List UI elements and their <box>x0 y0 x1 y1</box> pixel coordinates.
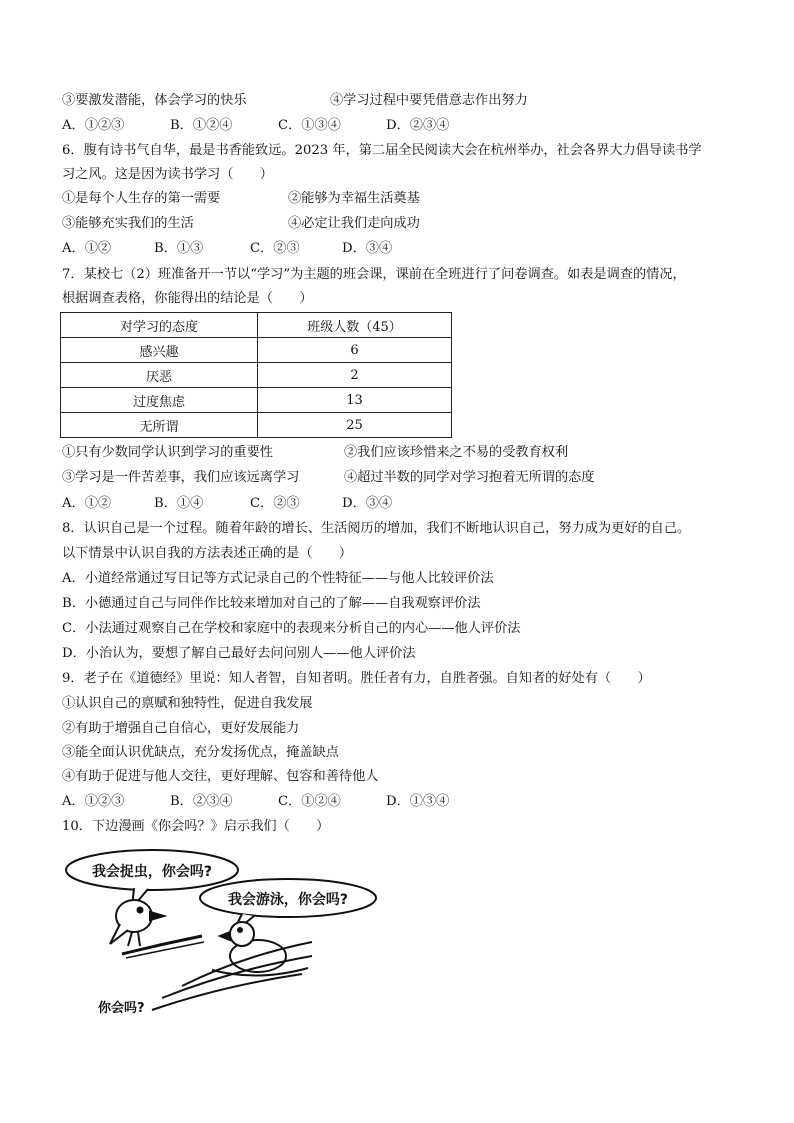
q7-option-d[interactable]: D．③④ <box>342 496 393 511</box>
q5-option-b[interactable]: B．①②④ <box>170 118 233 133</box>
table-row <box>61 338 452 363</box>
q9-stem: 9．老子在《道德经》里说：知人者智，自知者明。胜任者有力，自胜者强。自知者的好处有（ ） <box>62 671 651 686</box>
q5-option-a[interactable]: A．①②③ <box>62 118 125 133</box>
q7-statement-3: ③学习是一件苦差事，我们应该远离学习 <box>62 470 300 485</box>
table-cell-count: 6 <box>258 338 452 363</box>
q7-statements-row-1 <box>62 444 568 462</box>
q9-statement-4: ④有助于促进与他人交往，更好理解、包容和善待他人 <box>62 769 379 784</box>
q6-statements-row-2 <box>62 215 420 233</box>
comic-illustration <box>62 846 380 1024</box>
comic-caption: 你会吗? <box>98 1001 145 1016</box>
bubble-1-text: 我会捉虫，你会吗? <box>91 864 213 880</box>
q8-option-a[interactable]: A．小道经常通过写日记等方式记录自己的个性特征——与他人比较评价法 <box>62 571 494 586</box>
q6-stem-line-2: 习之风。这是因为读书学习（ ） <box>62 167 273 182</box>
q9-options <box>62 793 502 811</box>
table-cell-count: 13 <box>258 388 452 413</box>
table-cell-attitude: 过度焦虑 <box>61 388 258 413</box>
q5-statement-4: ④学习过程中要凭借意志作出努力 <box>330 93 528 108</box>
q8-stem-line-2: 以下情景中认识自我的方法表述正确的是（ ） <box>62 546 353 561</box>
q6-statements-row-1 <box>62 190 420 208</box>
bird-icon <box>110 900 164 946</box>
q5-option-d[interactable]: D．②③④ <box>386 118 450 133</box>
q8-option-d[interactable]: D．小治认为，要想了解自己最好去问问别人——他人评价法 <box>62 646 416 661</box>
table-header-count: 班级人数（45） <box>258 313 452 338</box>
q7-options <box>62 495 434 513</box>
q7-stem-line-2: 根据调查表格，你能得出的结论是（ ） <box>62 291 313 306</box>
q6-statement-1: ①是每个人生存的第一需要 <box>62 191 221 206</box>
q9-statement-2: ②有助于增强自己自信心，更好发展能力 <box>62 721 300 736</box>
q6-options <box>62 240 434 258</box>
q6-option-a[interactable]: A．①② <box>62 241 112 256</box>
q7-statement-4: ④超过半数的同学对学习抱着无所谓的态度 <box>344 470 595 485</box>
table-cell-attitude: 厌恶 <box>61 363 258 388</box>
q6-statement-3: ③能够充实我们的生活 <box>62 216 194 231</box>
q7-option-a[interactable]: A．①② <box>62 496 112 511</box>
q8-option-b[interactable]: B．小德通过自己与同伴作比较来增加对自己的了解——自我观察评价法 <box>62 596 481 611</box>
table-cell-count: 2 <box>258 363 452 388</box>
q9-option-b[interactable]: B．②③④ <box>170 794 233 809</box>
table-cell-attitude: 无所谓 <box>61 413 258 438</box>
table-row <box>61 413 452 438</box>
q8-stem-line-1: 8．认识自己是一个过程。随着年龄的增长、生活阅历的增加，我们不断地认识自己，努力成为更好的自己。 <box>62 521 691 536</box>
q6-option-c[interactable]: C．②③ <box>250 241 300 256</box>
q6-option-d[interactable]: D．③④ <box>342 241 393 256</box>
q7-stem-line-1: 7．某校七（2）班准备开一节以“学习”为主题的班会课，课前在全班进行了问卷调查。如表是调查的情况， <box>62 267 686 282</box>
table-row <box>61 363 452 388</box>
q9-option-a[interactable]: A．①②③ <box>62 794 125 809</box>
q5-option-c[interactable]: C．①③④ <box>278 118 341 133</box>
q5-statement-3: ③要激发潜能，体会学习的快乐 <box>62 93 247 108</box>
table-header-row <box>61 313 452 338</box>
q6-option-b[interactable]: B．①③ <box>154 241 204 256</box>
bubble-2-text: 我会游泳，你会吗? <box>227 892 349 908</box>
q7-statement-2: ②我们应该珍惜来之不易的受教育权利 <box>344 445 569 460</box>
table-cell-attitude: 感兴趣 <box>61 338 258 363</box>
q7-option-c[interactable]: C．②③ <box>250 496 300 511</box>
q6-statement-2: ②能够为幸福生活奠基 <box>288 191 420 206</box>
table-header-attitude: 对学习的态度 <box>61 313 258 338</box>
q9-option-c[interactable]: C．①②④ <box>278 794 341 809</box>
q9-option-d[interactable]: D．①③④ <box>386 794 450 809</box>
q6-statement-4: ④必定让我们走向成功 <box>288 216 420 231</box>
q5-options <box>62 117 502 135</box>
q9-statement-1: ①认识自己的禀赋和独特性，促进自我发展 <box>62 696 313 711</box>
q5-statements-row <box>62 92 528 110</box>
q7-statement-1: ①只有少数同学认识到学习的重要性 <box>62 445 273 460</box>
q8-option-c[interactable]: C．小法通过观察自己在学校和家庭中的表现来分析自己的内心——他人评价法 <box>62 621 521 636</box>
q10-stem: 10．下边漫画《你会吗？》启示我们（ ） <box>62 819 330 834</box>
q9-statement-3: ③能全面认识优缺点，充分发扬优点，掩盖缺点 <box>62 745 339 760</box>
table-cell-count: 25 <box>258 413 452 438</box>
q7-option-b[interactable]: B．①④ <box>154 496 204 511</box>
table-row <box>61 388 452 413</box>
q6-stem-line-1: 6．腹有诗书气自华，最是书香能致远。2023 年，第二届全民阅读大会在杭州举办，社会各界大力倡导读书学 <box>62 143 702 158</box>
q7-statements-row-2 <box>62 469 595 487</box>
survey-table <box>60 312 452 438</box>
